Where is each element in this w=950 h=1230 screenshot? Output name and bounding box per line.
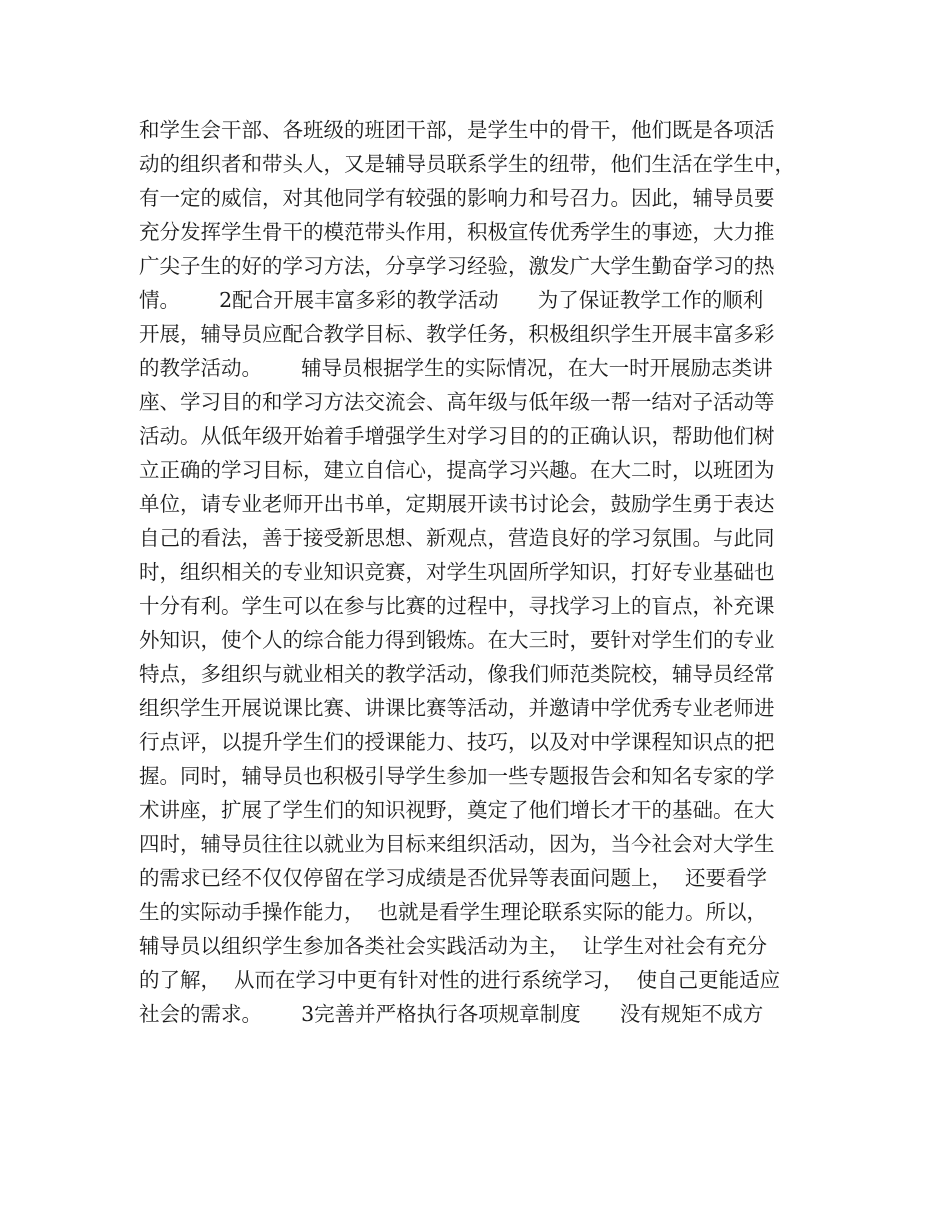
text-line: 行点评，以提升学生们的授课能力、技巧，以及对中学课程知识点的把 xyxy=(139,730,775,754)
text-line: 外知识，使个人的综合能力得到锻炼。在大三时，要针对学生们的专业 xyxy=(139,628,775,652)
text-line: 活动。从低年级开始着手增强学生对学习目的的正确认识，帮助他们树 xyxy=(139,424,775,448)
text-line: 生的实际动手操作能力， 也就是看学生理论联系实际的能力。所以， xyxy=(139,900,768,924)
text-line: 组织学生开展说课比赛、讲课比赛等活动，并邀请中学优秀专业老师进 xyxy=(139,696,775,720)
text-line: 开展，辅导员应配合教学目标、教学任务，积极组织学生开展丰富多彩 xyxy=(139,322,775,346)
text-line: 的了解， 从而在学习中更有针对性的进行系统学习， 使自己更能适应 xyxy=(139,968,781,992)
text-line: 的需求已经不仅仅停留在学习成绩是否优异等表面问题上， 还要看学 xyxy=(139,866,768,890)
text-line: 的教学活动。 辅导员根据学生的实际情况，在大一时开展励志类讲 xyxy=(139,356,773,380)
text-line: 广尖子生的好的学习方法，分享学习经验，激发广大学生勤奋学习的热 xyxy=(139,254,775,278)
text-line: 时，组织相关的专业知识竞赛，对学生巩固所学知识，打好专业基础也 xyxy=(139,560,775,584)
text-line: 座、学习目的和学习方法交流会、高年级与低年级一帮一结对子活动等 xyxy=(139,390,775,414)
text-line: 辅导员以组织学生参加各类社会实践活动为主， 让学生对社会有充分 xyxy=(139,934,768,958)
text-line: 握。同时，辅导员也积极引导学生参加一些专题报告会和知名专家的学 xyxy=(139,764,775,788)
text-line: 和学生会干部、各班级的班团干部，是学生中的骨干，他们既是各项活 xyxy=(139,118,775,142)
body-text xyxy=(139,113,819,1031)
text-line: 充分发挥学生骨干的模范带头作用，积极宣传优秀学生的事迹，大力推 xyxy=(139,220,775,244)
text-line: 社会的需求。 3完善并严格执行各项规章制度 没有规矩不成方 xyxy=(139,1002,764,1026)
text-line: 特点，多组织与就业相关的教学活动，像我们师范类院校，辅导员经常 xyxy=(139,662,775,686)
text-line: 动的组织者和带头人，又是辅导员联系学生的纽带，他们生活在学生中， xyxy=(139,152,795,176)
text-line: 单位，请专业老师开出书单，定期展开读书讨论会，鼓励学生勇于表达 xyxy=(139,492,775,516)
text-line: 有一定的威信，对其他同学有较强的影响力和号召力。因此，辅导员要 xyxy=(139,186,775,210)
text-line: 十分有利。学生可以在参与比赛的过程中，寻找学习上的盲点，补充课 xyxy=(139,594,775,618)
text-line: 立正确的学习目标，建立自信心，提高学习兴趣。在大二时，以班团为 xyxy=(139,458,775,482)
text-line: 四时，辅导员往往以就业为目标来组织活动，因为，当今社会对大学生 xyxy=(139,832,775,856)
text-line: 情。 2配合开展丰富多彩的教学活动 为了保证教学工作的顺利 xyxy=(139,288,764,312)
text-line: 术讲座，扩展了学生们的知识视野，奠定了他们增长才干的基础。在大 xyxy=(139,798,775,822)
text-line: 自己的看法，善于接受新思想、新观点，营造良好的学习氛围。与此同 xyxy=(139,526,775,550)
